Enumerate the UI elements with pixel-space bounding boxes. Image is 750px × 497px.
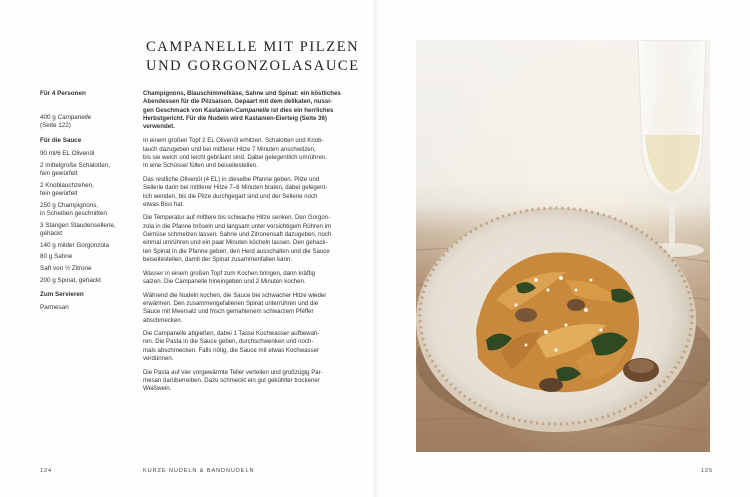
ingredient-item bbox=[40, 242, 130, 250]
method-line: verdünnen. bbox=[143, 355, 174, 363]
method-line: bis sie weich und leicht gebräunt sind. Dabei gelegentlich umrühren. bbox=[143, 154, 327, 161]
recipe-title-line-2: UND GORGONZOLASAUCE bbox=[146, 58, 360, 74]
intro-pasta-name: Campanelle bbox=[235, 106, 270, 114]
method-steps bbox=[143, 137, 355, 393]
intro-line: Abendessen für die Pilzsaison. Gepaart mit dem delikaten, nussi- bbox=[143, 98, 332, 106]
ingredient-item bbox=[40, 202, 130, 218]
intro-line: Herbstgericht. Für die Nudeln wird Kastanien-Eierteig (Seite 36) bbox=[143, 115, 327, 123]
ingredient-list bbox=[40, 90, 130, 316]
serving-heading: Zum Servieren bbox=[40, 291, 84, 299]
ingredient-line: 2 mittelgroße Schalotten, bbox=[40, 161, 111, 169]
intro-text: ist dies ein herrliches bbox=[269, 106, 334, 114]
serving-item: Parmesan bbox=[40, 304, 69, 312]
ingredient-line: Saft von ½ Zitrone bbox=[40, 265, 92, 273]
method-line: mals abschmecken. Falls nötig, die Sauce mit etwas Kochwasser bbox=[143, 346, 320, 354]
method-step bbox=[143, 137, 355, 170]
ingredient-pasta-reference: (Seite 122) bbox=[40, 122, 71, 130]
method-line: In eine Schüssel füllen und beiseitestellen. bbox=[143, 162, 258, 170]
servings: Für 4 Personen bbox=[40, 90, 86, 97]
ingredient-line: 2 Knoblauchzehen, bbox=[40, 181, 94, 189]
ingredient-line: 3 Stangen Staudensellerie, bbox=[40, 221, 116, 229]
dish-photo bbox=[416, 40, 710, 452]
dish-photo-illustration bbox=[416, 40, 710, 452]
method-step bbox=[143, 369, 355, 394]
method-line: Das restliche Olivenöl (4 EL) in dieselbe Pfanne geben. Pilze und bbox=[143, 175, 320, 183]
serving-ingredients bbox=[40, 304, 130, 312]
method-step bbox=[143, 330, 355, 363]
method-line: salzen. Die Campanelle hineingeben und 2 Minuten kochen. bbox=[143, 278, 306, 286]
ingredient-item bbox=[40, 182, 130, 198]
method-line: Gemüse schmelzen lassen. Sahne und Zitronensaft dazugeben, noch bbox=[143, 231, 332, 239]
ingredient-line: 250 g Champignons, bbox=[40, 201, 99, 209]
recipe-title bbox=[146, 38, 360, 76]
intro-line: verwendet. bbox=[143, 123, 175, 131]
intro-paragraph bbox=[143, 90, 355, 132]
ingredient-line: fein gewürfelt bbox=[40, 189, 78, 197]
chapter-title: KURZE NUDELN & BANDNUDELN bbox=[143, 468, 255, 474]
method-line: Die Pasta auf vier vorgewärmte Teller verteilen und großzügig Par- bbox=[143, 368, 323, 376]
method-line: lich wenden, bis die Pilze durchgegart sind und der Sellerie noch bbox=[143, 192, 318, 200]
method-line: Wasser in einem großen Topf zum Kochen bringen, dann kräftig bbox=[143, 269, 316, 277]
method-line: Weißwein. bbox=[143, 385, 172, 393]
method-line: einmal umrühren und ein paar Minuten köcheln lassen. Den gehack- bbox=[143, 239, 328, 247]
page-number-left: 124 bbox=[40, 468, 53, 474]
recipe-method bbox=[143, 90, 355, 399]
method-line: Die Temperatur auf mittlere bis schwache Hitze senken. Den Gorgon- bbox=[143, 214, 331, 222]
ingredient-line: 80 g Sahne bbox=[40, 253, 73, 261]
method-line: In einem großen Topf 2 EL Olivenöl erhitzen. Schalotten und Knob- bbox=[143, 137, 324, 145]
ingredient-pasta-name: Campanelle bbox=[57, 114, 92, 122]
ingredient-item bbox=[40, 150, 130, 158]
ingredient-line: 140 g milder Gorgonzola bbox=[40, 241, 109, 249]
ingredient-item bbox=[40, 162, 130, 178]
ingredient-pasta bbox=[40, 114, 130, 130]
method-step bbox=[143, 176, 355, 209]
intro-line: Champignons, Blauschimmelkäse, Sahne und Spinat: ein köstliches bbox=[143, 90, 341, 97]
ingredient-item bbox=[40, 265, 130, 273]
book-gutter bbox=[372, 0, 378, 497]
method-line: etwas Biss hat. bbox=[143, 200, 184, 208]
ingredient-line: gehackt bbox=[40, 229, 63, 237]
method-line: abschmecken. bbox=[143, 316, 183, 324]
sauce-ingredients bbox=[40, 150, 130, 285]
intro-text: gen Geschmack von Kastanien- bbox=[143, 106, 236, 114]
method-line: beiseitestellen, damit der Spinat zusammenfallen kann. bbox=[143, 256, 293, 264]
method-line: Sauce mit Meersalz und frisch gemahlenem schwarzem Pfeffer bbox=[143, 308, 314, 316]
method-line: ren. Die Pasta in die Sauce geben, durchschwenken und noch- bbox=[143, 338, 314, 346]
ingredient-line: 90 ml/6 EL Olivenöl bbox=[40, 149, 95, 157]
ingredient-item bbox=[40, 222, 130, 238]
method-step bbox=[143, 292, 355, 325]
method-line: lauch dazugeben und bei mittlerer Hitze 7 Minuten anschwitzen, bbox=[143, 145, 316, 153]
method-step bbox=[143, 270, 355, 287]
method-line: mesan darüberreiben. Dazu schmeckt ein gut gekühlter trockener bbox=[143, 377, 320, 385]
ingredient-item bbox=[40, 253, 130, 261]
method-line: Sellerie darin bei mittlerer Hitze 7–8 Minuten braten, dabei gelegent- bbox=[143, 184, 328, 192]
ingredient-pasta-line-1 bbox=[40, 114, 130, 122]
sauce-heading: Für die Sauce bbox=[40, 136, 82, 144]
method-line: zola in die Pfanne bröseln und langsam unter vorsichtigem Rühren im bbox=[143, 222, 331, 230]
method-step bbox=[143, 214, 355, 264]
method-line: Die Campanelle abgießen, dabei 1 Tasse Kochwasser aufbewah- bbox=[143, 330, 320, 338]
ingredient-line: fein gewürfelt bbox=[40, 169, 78, 177]
ingredient-pasta-amount: 400 g bbox=[40, 114, 58, 122]
ingredient-item bbox=[40, 277, 130, 285]
recipe-title-line-1: CAMPANELLE MIT PILZEN bbox=[146, 39, 360, 55]
method-line: ten Spinat in die Pfanne geben, den Herd ausschalten und die Sauce bbox=[143, 247, 330, 255]
ingredient-line: 200 g Spinat, gehackt bbox=[40, 277, 101, 284]
method-line: Während die Nudeln kochen, die Sauce bei schwacher Hitze wieder bbox=[143, 291, 327, 299]
page-number-right: 125 bbox=[701, 468, 714, 474]
ingredient-line: in Scheiben geschnitten bbox=[40, 209, 107, 217]
intro-line bbox=[143, 107, 355, 115]
method-line: erwärmen. Den zusammengefallenen Spinat unterrühren und die bbox=[143, 299, 319, 307]
